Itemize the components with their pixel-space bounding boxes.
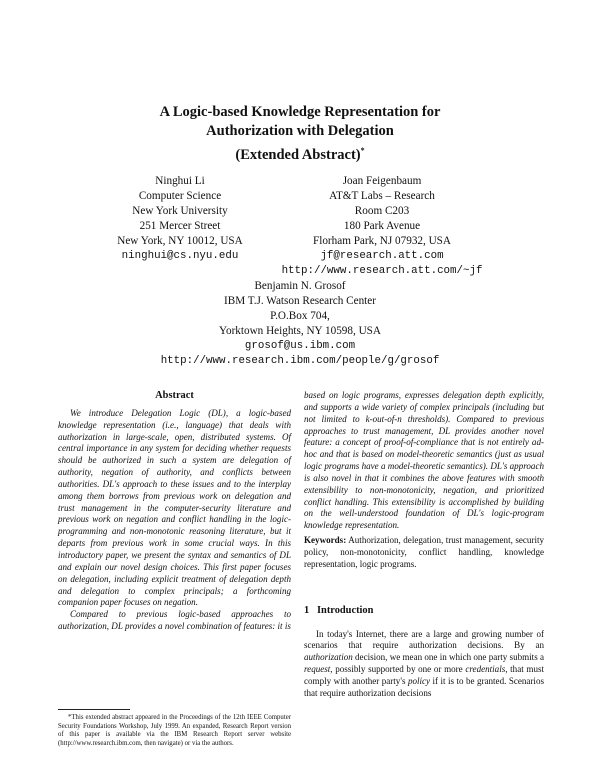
author-url[interactable]: http://www.research.ibm.com/people/g/grosof: [160, 355, 440, 367]
abstract-paragraph-2: Compared to previous logic-based approaches to authorization, DL provides a novel combination of features: it is: [58, 609, 291, 632]
keywords: Keywords: Authorization, delegation, trust management, security policy, non-monotonicity, conflict handling, knowledge representation, logic programs.: [304, 535, 545, 569]
author-dept: Computer Science: [138, 190, 222, 202]
intro-number: 1: [304, 604, 310, 616]
footnote-rule: [58, 709, 130, 710]
author-street: 251 Mercer Street: [139, 220, 221, 232]
title-line-2: Authorization with Delegation: [206, 123, 394, 139]
abstract-heading: Abstract: [155, 390, 194, 401]
intro-title: Introduction: [317, 604, 374, 616]
author-url[interactable]: http://www.research.att.com/~jf: [281, 265, 483, 277]
intro-paragraph-1: In today's Internet, there are a large and growing number of scenarios that require authorization decisions. By an authorization decision, we mean one in which one party submits a request, possibly supported by one or more credentials, that must comply with another party's policy if it is to be granted. Scenarios that require authorization decisions: [304, 628, 545, 698]
footnote: [58, 714, 291, 748]
footnote-mark: *: [68, 714, 72, 721]
abstract-paragraph-1: We introduce Delegation Logic (DL), a logic-based knowledge representation (i.e., language) that deals with authorization in large-scale, open, distributed systems. Of central importance in any system for deciding whether requests should be authorized in such a system are delegation of authority, negation of authority, and conflicts between authorities. DL's approach to these issues and to the interplay among them borrows from previous work on delegation and trust management in the computer-security literature and previous work on negation and conflict handling in the logic-programming and non-monotonic reasoning literature, but it departs from previous work in some crucial ways. In this introductory paper, we present the syntax and semantics of DL and explain our novel design choices. This first paper focuses on delegation, including explicit treatment of delegation depth and delegation to complex principals; a forthcoming companion paper focuses on negation.: [58, 407, 291, 608]
author-box: P.O.Box 704,: [270, 310, 330, 322]
title-line-1: A Logic-based Knowledge Representation for: [159, 104, 441, 120]
author-city: Florham Park, NJ 07932, USA: [313, 235, 451, 247]
author-block-feigenbaum: [262, 174, 502, 279]
author-email[interactable]: ninghui@cs.nyu.edu: [121, 250, 239, 262]
author-block-grosof: [100, 279, 500, 369]
author-org: New York University: [132, 205, 228, 217]
paper-title: [0, 103, 600, 165]
intro-heading: [304, 605, 544, 617]
author-email[interactable]: grosof@us.ibm.com: [244, 340, 356, 352]
abstract-paragraph-2-continued: based on logic programs, expresses delegation depth explicitly, and supports a wide variety of complex principals (including but not limited to k-out-of-n thresholds). Compared to previous approaches to trust management, DL provides another novel feature: a concept of proof-of-compliance that is not entirely ad-hoc and that is based on model-theoretic semantics (just as usual logic programs have a model-theoretic semantics). DL's approach is also novel in that it combines the above features with smooth extensibility to non-monotonicity, negation, and prioritized conflict handling. This extensibility is accomplished by building on the well-understood foundation of DL's logic-program knowledge representation.: [304, 390, 544, 531]
author-name: Benjamin N. Grosof: [254, 280, 346, 292]
right-column: [304, 390, 544, 700]
author-block-li: [95, 174, 265, 264]
left-column: [58, 390, 291, 633]
author-city: New York, NY 10012, USA: [117, 235, 243, 247]
keywords-text: Authorization, delegation, trust management, security policy, non-monotonicity, conflict handling, knowledge representation, logic programs.: [304, 535, 545, 569]
author-name: Ninghui Li: [155, 175, 205, 187]
author-name: Joan Feigenbaum: [342, 175, 422, 187]
author-dept: AT&T Labs – Research: [329, 190, 435, 202]
title-line-3: (Extended Abstract)*: [235, 146, 365, 163]
author-street: 180 Park Avenue: [343, 220, 421, 232]
author-room: Room C203: [354, 205, 410, 217]
keywords-label: Keywords: [304, 535, 344, 546]
title-footnote-mark: *: [360, 146, 365, 155]
footnote-text: This extended abstract appeared in the Proceedings of the 12th IEEE Computer Security Foundations Workshop, July 1999. An expanded, Research Report version of this paper is available via the IBM Research Report server website (http://www.research.ibm.com, then navigate) or via the authors.: [58, 714, 291, 747]
author-org: IBM T.J. Watson Research Center: [224, 295, 376, 307]
author-city: Yorktown Heights, NY 10598, USA: [219, 325, 381, 337]
author-email[interactable]: jf@research.att.com: [320, 250, 444, 262]
